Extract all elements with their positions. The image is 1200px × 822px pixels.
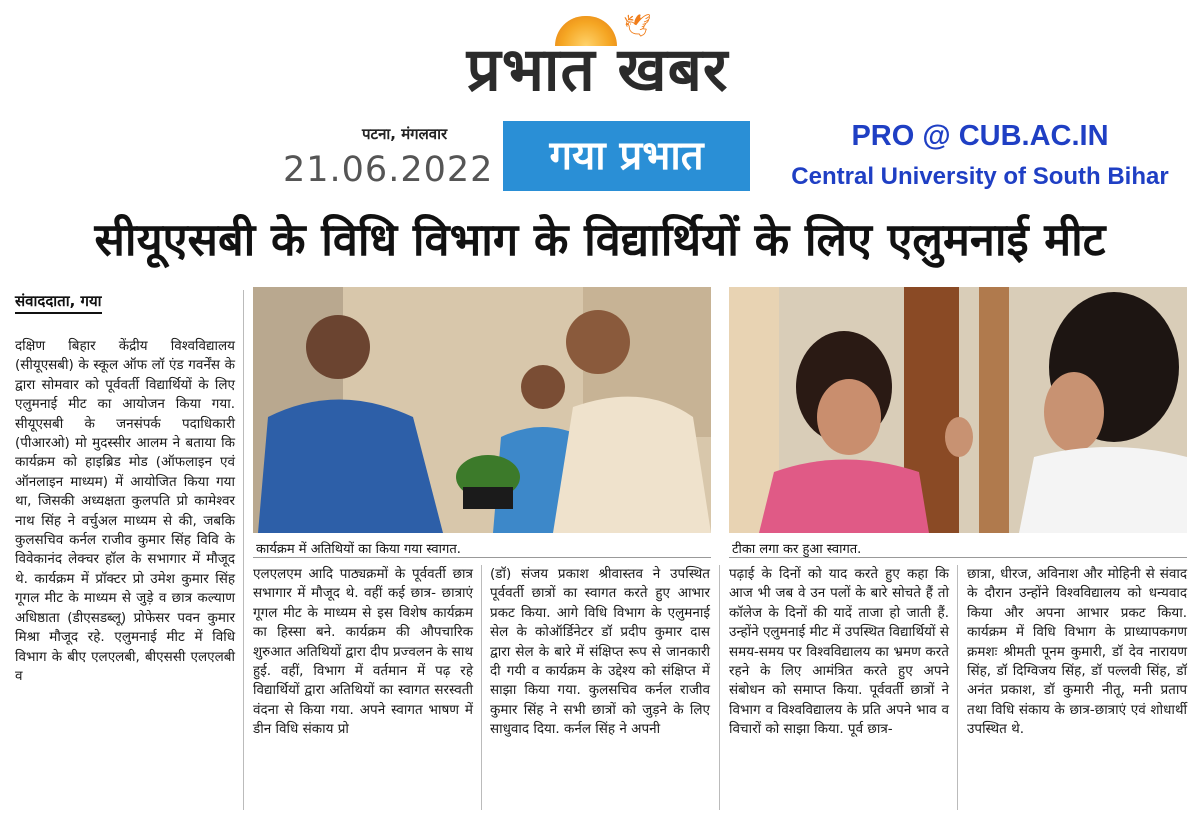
bird-logo-icon: 🕊 xyxy=(623,14,651,39)
masthead-logo xyxy=(405,10,790,110)
caption-divider xyxy=(253,557,711,558)
column-divider xyxy=(719,565,720,810)
column-divider xyxy=(481,565,482,810)
publication-date: 21.06.2022 xyxy=(283,150,494,190)
paragraph: एलएलएम आदि पाठ्यक्रमों के पूर्ववर्ती छात्र सभागार में मौजूद थे. वहीं कई छात्र- छात्राएं गूगल मीट के माध्यम से इस विशेष कार्यक्रम का हिस्सा बने. कार्यक्रम की औपचारिक शुरुआत अतिथियों द्वारा दीप प्रज्वलन के साथ हुई. वहीं, विभाग में वर्तमान में पढ़ रहे विद्यार्थियों द्वारा अतिथियों का स्वागत सरस्वती वंदना से किया गया. अपने स्वागत भाषण में डीन विधि संकाय प्रो xyxy=(253,566,473,738)
city-day: पटना, मंगलवार xyxy=(362,125,448,143)
photo-tika-welcome xyxy=(729,287,1187,533)
paragraph: छात्रा, धीरज, अविनाश और मोहिनी से संवाद के दौरान उन्होंने विश्वविद्यालय को धन्यवाद किया और अपना आभार प्रकट किया. कार्यक्रम में विधि विभाग के प्राध्यापकगण क्रमशः श्रीमती पूनम कुमारी, डॉ देव नारायण सिंह, डॉ दिग्विजय सिंह, डॉ पल्लवी सिंह, डॉ अनंत प्रकाश, डॉ कुमारी नीतू, मनी प्रताप तथा विधि संकाय के छात्र-छात्राएं एवं शोधार्थी उपस्थित थे. xyxy=(967,566,1187,738)
photo-guest-welcome xyxy=(253,287,711,533)
paragraph: दक्षिण बिहार केंद्रीय विश्वविद्यालय (सीयूएसबी) के स्कूल ऑफ लॉ एंड गवर्नेंस के द्वारा सोमवार को पूर्ववर्ती विद्यार्थियों के लिए एलुमनाई मीट का आयोजन किया गया. सीयूएसबी के जनसंपर्क पदाधिकारी (पीआरओ) मो मुदस्सीर आलम ने बताया कि कार्यक्रम को हाइब्रिड मोड (ऑफलाइन एवं ऑनलाइन माध्यम) में आयोजित किया गया था, जिसकी अध्यक्षता कुलपति प्रो कामेश्वर नाथ सिंह ने वर्चुअल माध्यम से की, जबकि कुलसचिव कर्नल राजीव कुमार सिंह विवि के विवेकानंद लेक्चर हॉल के सभागार में मौजूद थे. कार्यक्रम में प्रॉक्टर प्रो उमेश कुमार सिंह गूगल मीट के माध्यम से जुड़े व छात्र कल्याण अधिष्ठाता (डीएसडब्लू) प्रोफेसर पवन कुमार मिश्रा मौजूद रहे. एलुमनाई मीट में विधि विभाग के बीए एलएलबी, बीएससी एलएलबी व xyxy=(15,338,235,684)
article-column-2 xyxy=(253,565,473,740)
article-headline: सीयूएसबी के विधि विभाग के विद्यार्थियों के लिए एलुमनाई मीट xyxy=(94,213,1106,266)
article-column-1 xyxy=(15,337,235,686)
caption-divider xyxy=(729,557,1187,558)
edition-banner: गया प्रभात xyxy=(503,121,750,191)
paragraph: पढ़ाई के दिनों को याद करते हुए कहा कि आज भी जब वे उन पलों के बारे सोचते हैं तो कॉलेज के दिनों की यादें ताजा हो जाती हैं. उन्होंने एलुमनाई मीट में उपस्थित विद्यार्थियों से समय-समय पर विश्वविद्यालय का भ्रमण करते रहने के लिए आमंत्रित करते हुए अपने संबोधन को समाप्त किया. पूर्ववर्ती छात्रों ने विभाग व विश्वविद्यालय के प्रति अपने भाव व विचारों को साझा किया. पूर्व छात्र- xyxy=(729,566,949,738)
photo-caption: टीका लगा कर हुआ स्वागत. xyxy=(732,542,862,557)
column-divider xyxy=(957,565,958,810)
photo-caption: कार्यक्रम में अतिथियों का किया गया स्वागत. xyxy=(256,542,461,557)
university-name: Central University of South Bihar xyxy=(791,163,1169,190)
article-column-5 xyxy=(967,565,1187,740)
newspaper-name: प्रभात खबर xyxy=(466,35,729,105)
article-column-3 xyxy=(490,565,710,740)
paragraph: (डॉ) संजय प्रकाश श्रीवास्तव ने उपस्थित पूर्ववर्ती छात्रों का स्वागत करते हुए आभार प्रकट किया. आगे विधि विभाग के एलुमनाई सेल के कोऑर्डिनेटर डॉ प्रदीप कुमार दास द्वारा सेल के बारे में संक्षिप्त रूप से जानकारी दी गयी व कार्यक्रम के उद्देश्य को संक्षिप्त में साझा किया गया. कुलसचिव कर्नल राजीव कुमार सिंह ने सभी छात्रों को जुड़ने के लिए साधुवाद दिया. कर्नल सिंह ने अपनी xyxy=(490,566,710,738)
byline: संवाददाता, गया xyxy=(15,291,102,314)
article-column-4 xyxy=(729,565,949,740)
column-divider xyxy=(243,290,244,810)
pro-email: PRO @ CUB.AC.IN xyxy=(851,120,1109,152)
